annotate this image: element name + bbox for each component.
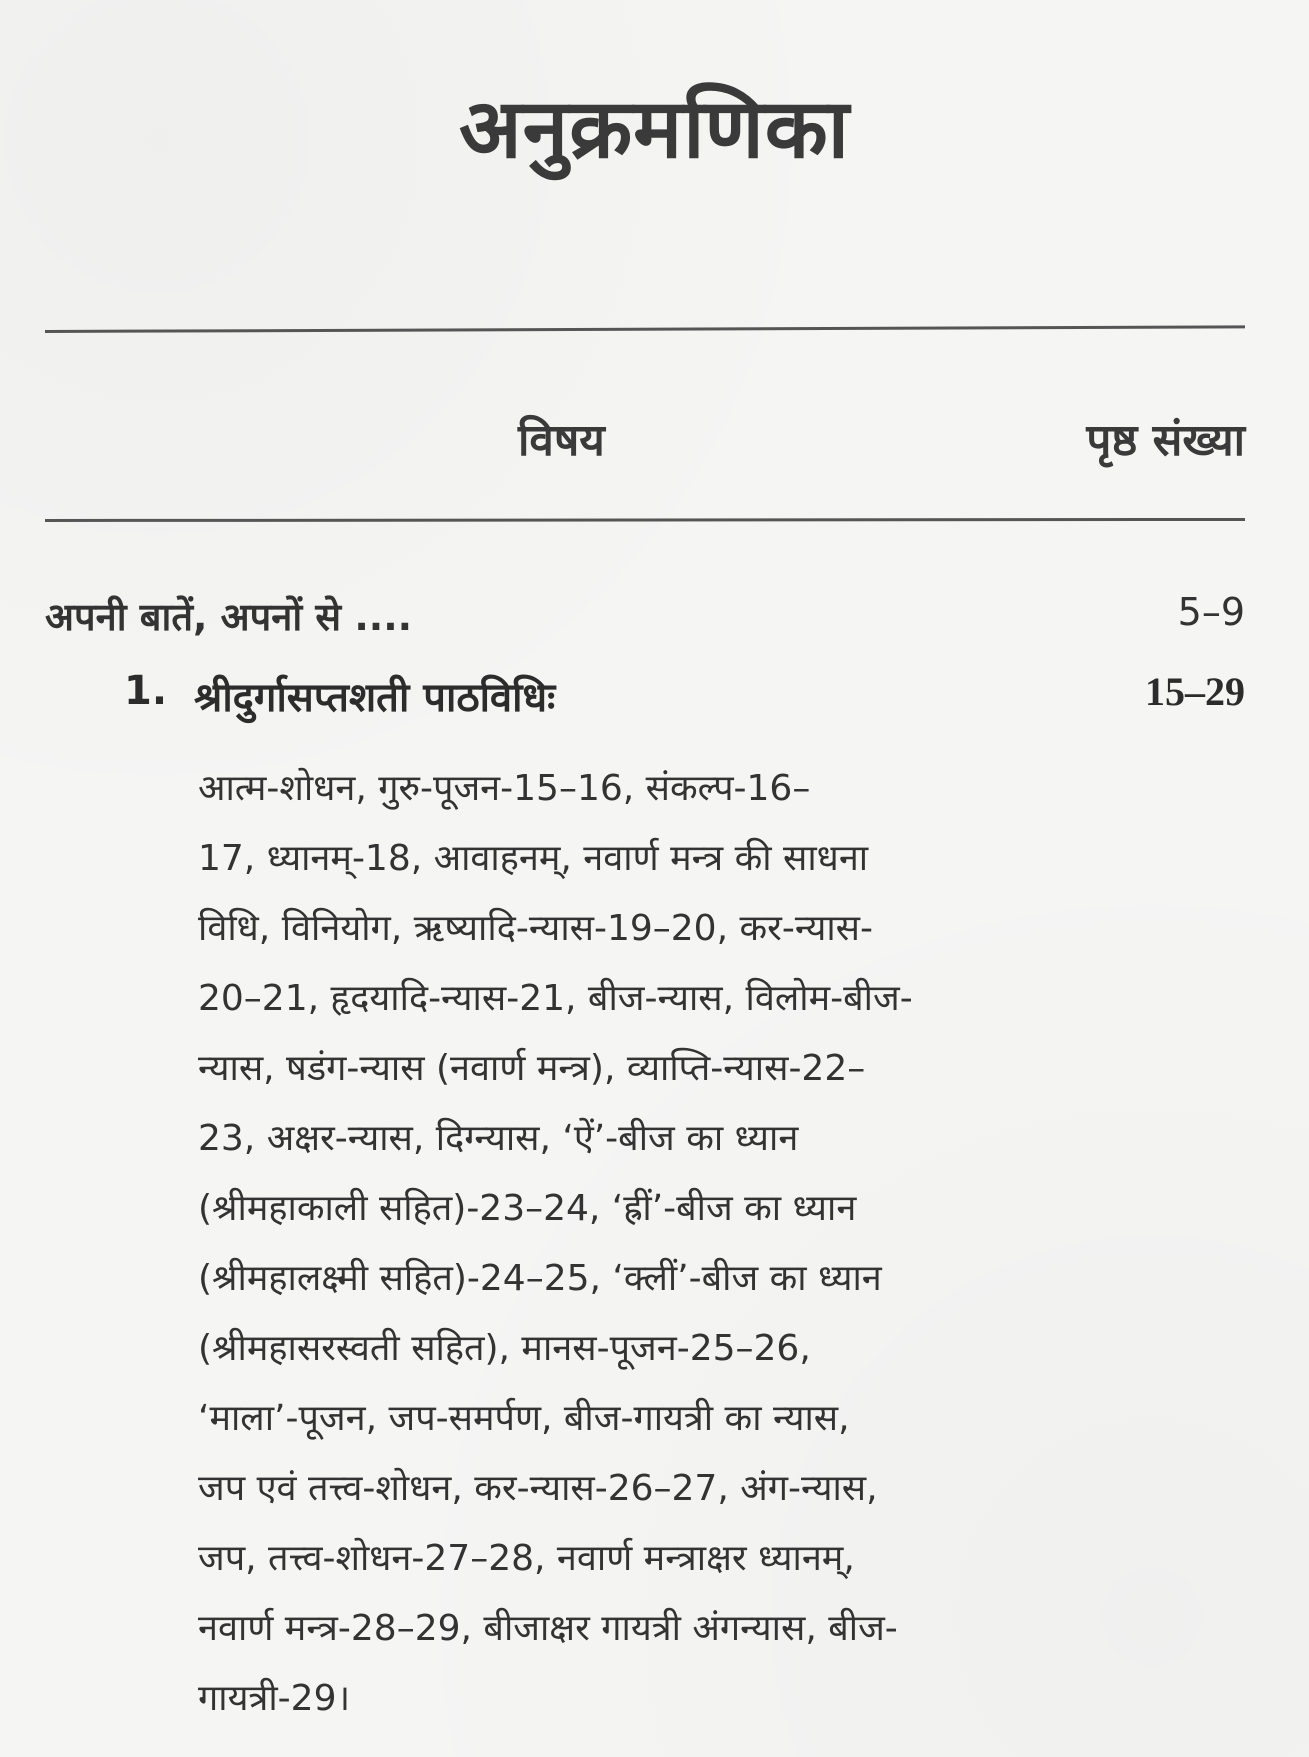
contents-line: आत्म-शोधन, गुरु-पूजन-15–16, संकल्प-16– — [198, 768, 811, 809]
top-divider — [45, 325, 1245, 333]
contents-line: जप, तत्त्व-शोधन-27–28, नवार्ण मन्त्राक्षर ध्यानम्, — [198, 1538, 855, 1579]
contents-line: ‘माला’-पूजन, जप-समर्पण, बीज-गायत्री का न्यास, — [198, 1398, 850, 1439]
chapter-pages: 15–29 — [1145, 669, 1245, 714]
contents-line: नवार्ण मन्त्र-28–29, बीजाक्षर गायत्री अंगन्यास, बीज- — [198, 1608, 898, 1649]
contents-line: 17, ध्यानम्-18, आवाहनम्, नवार्ण मन्त्र की साधना — [198, 838, 869, 879]
contents-line: न्यास, षडंग-न्यास (नवार्ण मन्त्र), व्याप्ति-न्यास-22– — [198, 1048, 866, 1089]
contents-line: (श्रीमहालक्ष्मी सहित)-24–25, ‘क्लीं’-बीज का ध्यान — [198, 1258, 882, 1299]
page-title: अनुक्रमणिका — [459, 82, 850, 177]
chapter-number: 1. — [124, 668, 168, 714]
contents-line: (श्रीमहासरस्वती सहित), मानस-पूजन-25–26, — [198, 1328, 811, 1369]
intro-entry-title: अपनी बातें, अपनों से .... — [45, 595, 413, 639]
contents-line: विधि, विनियोग, ऋष्यादि-न्यास-19–20, कर-न्यास- — [198, 908, 873, 949]
chapter-contents — [198, 754, 1113, 1734]
header-divider — [45, 518, 1245, 522]
intro-entry-pages: 5–9 — [1177, 590, 1245, 634]
contents-line: 23, अक्षर-न्यास, दिग्न्यास, ‘ऐं’-बीज का ध्यान — [198, 1118, 799, 1159]
contents-line: (श्रीमहाकाली सहित)-23–24, ‘ह्रीं’-बीज का ध्यान — [198, 1188, 857, 1229]
column-header-page-number: पृष्ठ संख्या — [1086, 415, 1245, 466]
contents-line: 20–21, हृदयादि-न्यास-21, बीज-न्यास, विलोम-बीज- — [198, 978, 913, 1019]
column-header-subject: विषय — [518, 415, 605, 466]
chapter-title: श्रीदुर्गासप्तशती पाठविधिः — [194, 675, 556, 721]
contents-line: गायत्री-29। — [198, 1678, 351, 1719]
contents-line: जप एवं तत्त्व-शोधन, कर-न्यास-26–27, अंग-न्यास, — [198, 1468, 878, 1509]
